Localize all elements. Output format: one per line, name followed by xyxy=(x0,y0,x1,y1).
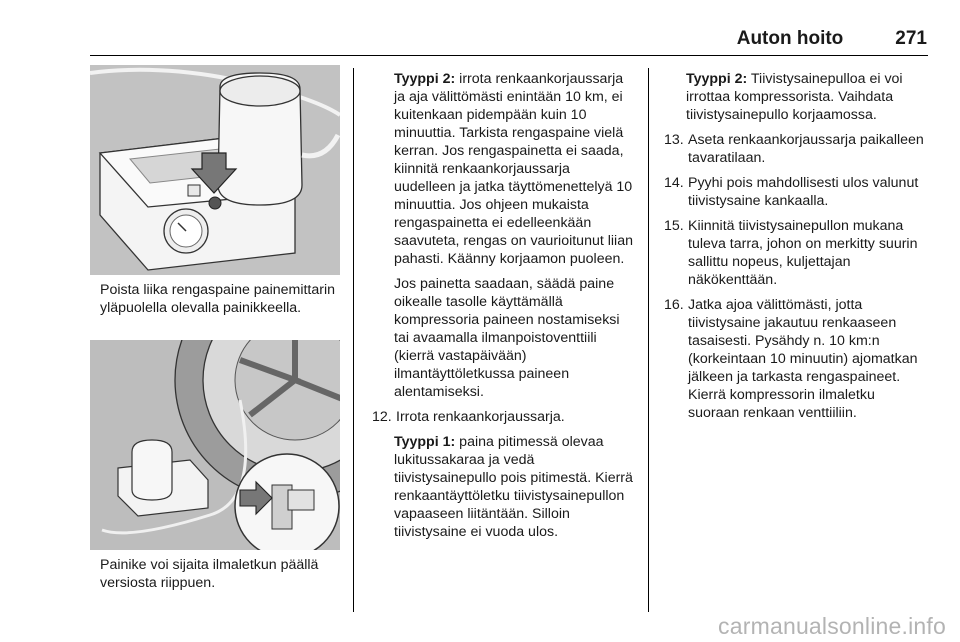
type2-bottle-text: Tiivistysainepulloa ei voi irrottaa kompressorista. Vaihdata tiivistysainepullo korjaamossa. xyxy=(686,71,903,123)
type2-bottle-paragraph xyxy=(664,70,928,124)
type2-label: Tyyppi 2: xyxy=(394,71,456,87)
step-number: 14. xyxy=(664,175,684,191)
step-number: 13. xyxy=(664,132,684,148)
middle-column xyxy=(372,70,634,548)
section-title: Auton hoito xyxy=(736,28,844,49)
type1-label: Tyyppi 1: xyxy=(394,434,456,450)
step-text: Kiinnitä tiivistysainepullon mukana tuleva tarra, johon on merkitty suurin sallittu nopeus, kuljettajan näkökenttään. xyxy=(688,218,918,288)
header-rule xyxy=(90,55,928,56)
step-16 xyxy=(664,296,928,422)
step-text: Pyyhi pois mahdollisesti ulos valunut tiivistysaine kankaalla. xyxy=(688,175,919,209)
type2-paragraph xyxy=(372,70,634,268)
figure-caption-2: Painike voi sijaita ilmaletkun päällä versiosta riippuen. xyxy=(100,557,319,591)
watermark: carmanualsonline.info xyxy=(718,613,946,639)
compressor-illustration xyxy=(90,65,340,275)
type2-text: irrota renkaankorjaussarja ja aja välittömästi enintään 10 km, ei kuitenkaan pidempään kuin 10 minuuttia. Tarkista rengaspaine vielä kerran. Jos rengaspainetta ei saada, kiinnitä renkaankorjaussarja uudelleen ja jatka täyttömenettelyä 10 minuuttia. Jos ohjeen mukaista rengaspainetta ei edelleenkään saavuteta, rengas on vaurioitunut liian pahasti. Käänny korjaamon puoleen. xyxy=(394,71,633,267)
step-number: 16. xyxy=(664,297,684,313)
figure-caption-1: Poista liika rengaspaine painemittarin yläpuolella olevalla painikkeella. xyxy=(100,282,336,316)
type2-bottle-label: Tyyppi 2: xyxy=(686,71,748,87)
step-12 xyxy=(372,408,634,426)
step-15 xyxy=(664,217,928,289)
step-13 xyxy=(664,131,928,167)
right-column xyxy=(664,70,928,429)
step-text: Irrota renkaankorjaussarja. xyxy=(396,409,565,425)
wheel-figure xyxy=(90,340,340,550)
step-14 xyxy=(664,174,928,210)
wheel-illustration xyxy=(90,340,340,550)
column-divider-1 xyxy=(353,68,354,612)
type1-paragraph xyxy=(372,433,634,541)
step-text: Aseta renkaankorjaussarja paikalleen tavaratilaan. xyxy=(688,132,924,166)
type1-text: paina pitimessä olevaa lukitussakaraa ja vedä tiivistysainepullo pois pitimestä. Kierrä renkaantäyttöletku tiivistysainepullon vapaaseen liitäntään. Silloin tiivistysaine ei vuoda ulos. xyxy=(394,434,633,540)
page-header xyxy=(0,28,927,54)
compressor-figure xyxy=(90,65,340,275)
pressure-paragraph: Jos painetta saadaan, säädä paine oikealle tasolle käyttämällä kompressoria paineen nostamiseksi tai avaamalla ilmanpoistoventtiili (kierrä vastapäivään) ilmantäyttöletkussa paineen alentamiseksi. xyxy=(394,276,620,400)
step-text: Jatka ajoa välittömästi, jotta tiivistysaine jakautuu renkaaseen tasaisesti. Pysähdy n. 10 km:n (korkeintaan 10 minuutin) ajomatkan jälkeen ja tarkasta rengaspaineet. Kierrä kompressorin ilmaletku suoraan renkaan venttiiliin. xyxy=(688,297,918,421)
step-number: 12. xyxy=(372,409,392,425)
column-divider-2 xyxy=(648,68,649,612)
page-number: 271 xyxy=(895,28,927,49)
step-number: 15. xyxy=(664,218,684,234)
